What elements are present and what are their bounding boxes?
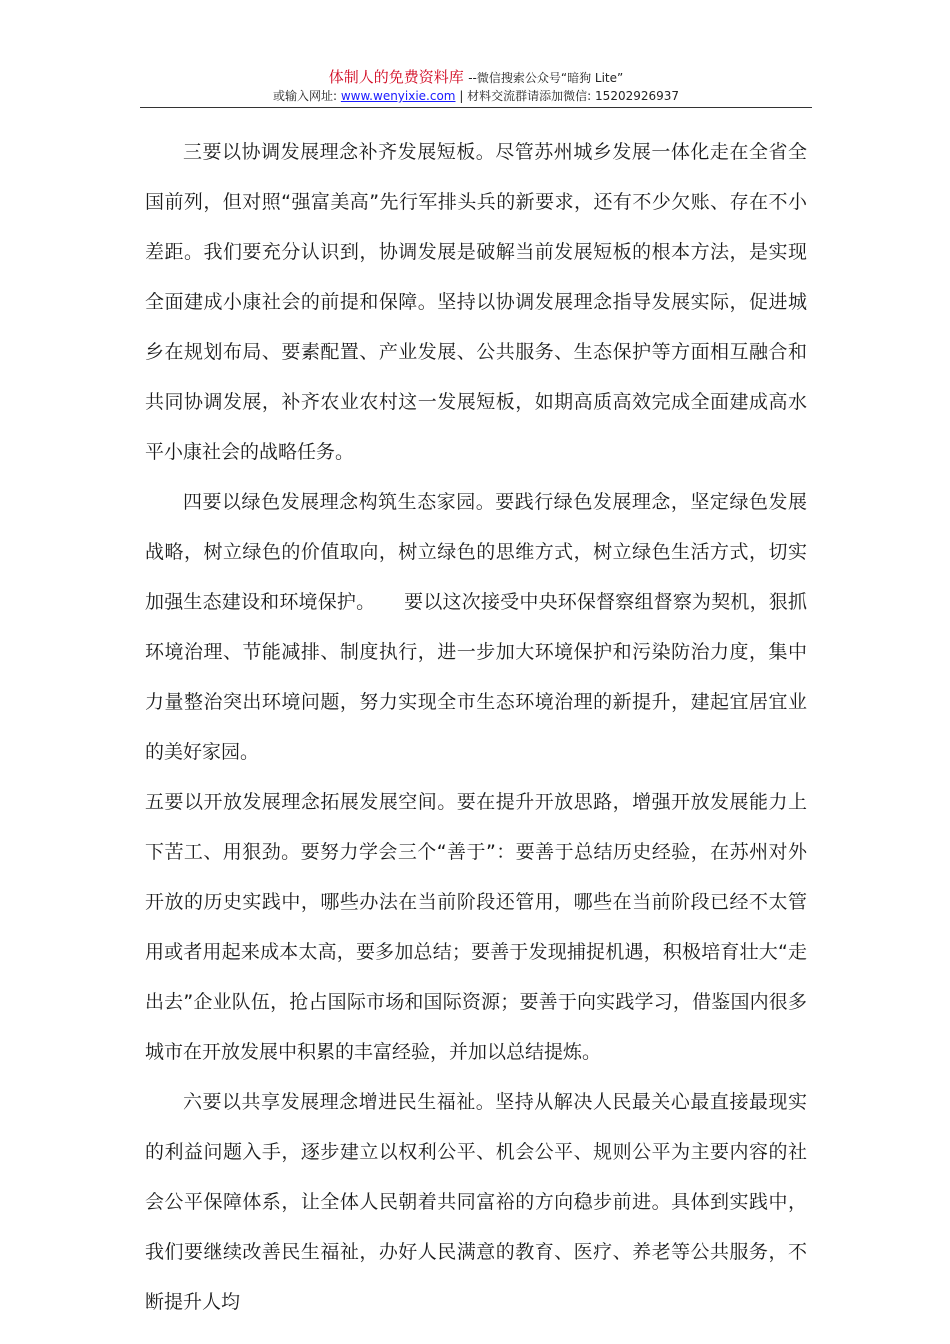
paragraph-coordinated-development: 三要以协调发展理念补齐发展短板。尽管苏州城乡发展一体化走在全省全国前列，但对照“强富美高”先行军排头兵的新要求，还有不少欠账、存在不小差距。我们要充分认识到，协调发展是破解当前发展短板的根本方法，是实现全面建成小康社会的前提和保障。坚持以协调发展理念指导发展实际，促进城乡在规划布局、要素配置、产业发展、公共服务、生态保护等方面相互融合和共同协调发展，补齐农业农村这一发展短板，如期高质高效完成全面建成高水平小康社会的战略任务。	[145, 141, 807, 463]
header-title-line	[140, 68, 812, 87]
document-body	[145, 127, 807, 1327]
brand-title: 体制人的免费资料库	[328, 68, 464, 86]
paragraph-open-development: 五要以开放发展理念拓展发展空间。要在提升开放思路，增强开放发展能力上下苦工、用狠劲。要努力学会三个“善于”：要善于总结历史经验，在苏州对外开放的历史实践中，哪些办法在当前阶段还管用，哪些在当前阶段已经不太管用或者用起来成本太高，要多加总结；要善于发现捕捉机遇，积极培育壮大“走出去”企业队伍，抢占国际市场和国际资源；要善于向实践学习，借鉴国内很多城市在开放发展中积累的丰富经验，并加以总结提炼。	[145, 791, 807, 1063]
website-link[interactable]: www.wenyixie.com	[340, 89, 456, 103]
header-divider	[140, 107, 812, 108]
contact-info: | 材料交流群请添加微信: 15202926937	[459, 89, 680, 103]
paragraph-shared-development: 六要以共享发展理念增进民生福祉。坚持从解决人民最关心最直接最现实的利益问题入手，逐步建立以权利公平、机会公平、规则公平为主要内容的社会公平保障体系，让全体人民朝着共同富裕的方向稳步前进。具体到实践中，我们要继续改善民生福祉，办好人民满意的教育、医疗、养老等公共服务，不断提升人均	[145, 1091, 807, 1313]
paragraph-green-development: 四要以绿色发展理念构筑生态家园。要践行绿色发展理念，坚定绿色发展战略，树立绿色的价值取向，树立绿色的思维方式，树立绿色生活方式，切实加强生态建设和环境保护。 要以这次接受中央环保督察组督察为契机，狠抓环境治理、节能减排、制度执行，进一步加大环境保护和污染防治力度，集中力量整治突出环境问题，努力实现全市生态环境治理的新提升，建起宜居宜业的美好家园。	[145, 491, 807, 763]
url-prefix: 或输入网址:	[272, 89, 338, 103]
page-header	[140, 68, 812, 105]
header-tagline: --微信搜索公众号“暗狗 Lite”	[468, 71, 624, 85]
header-contact-line	[140, 87, 812, 105]
